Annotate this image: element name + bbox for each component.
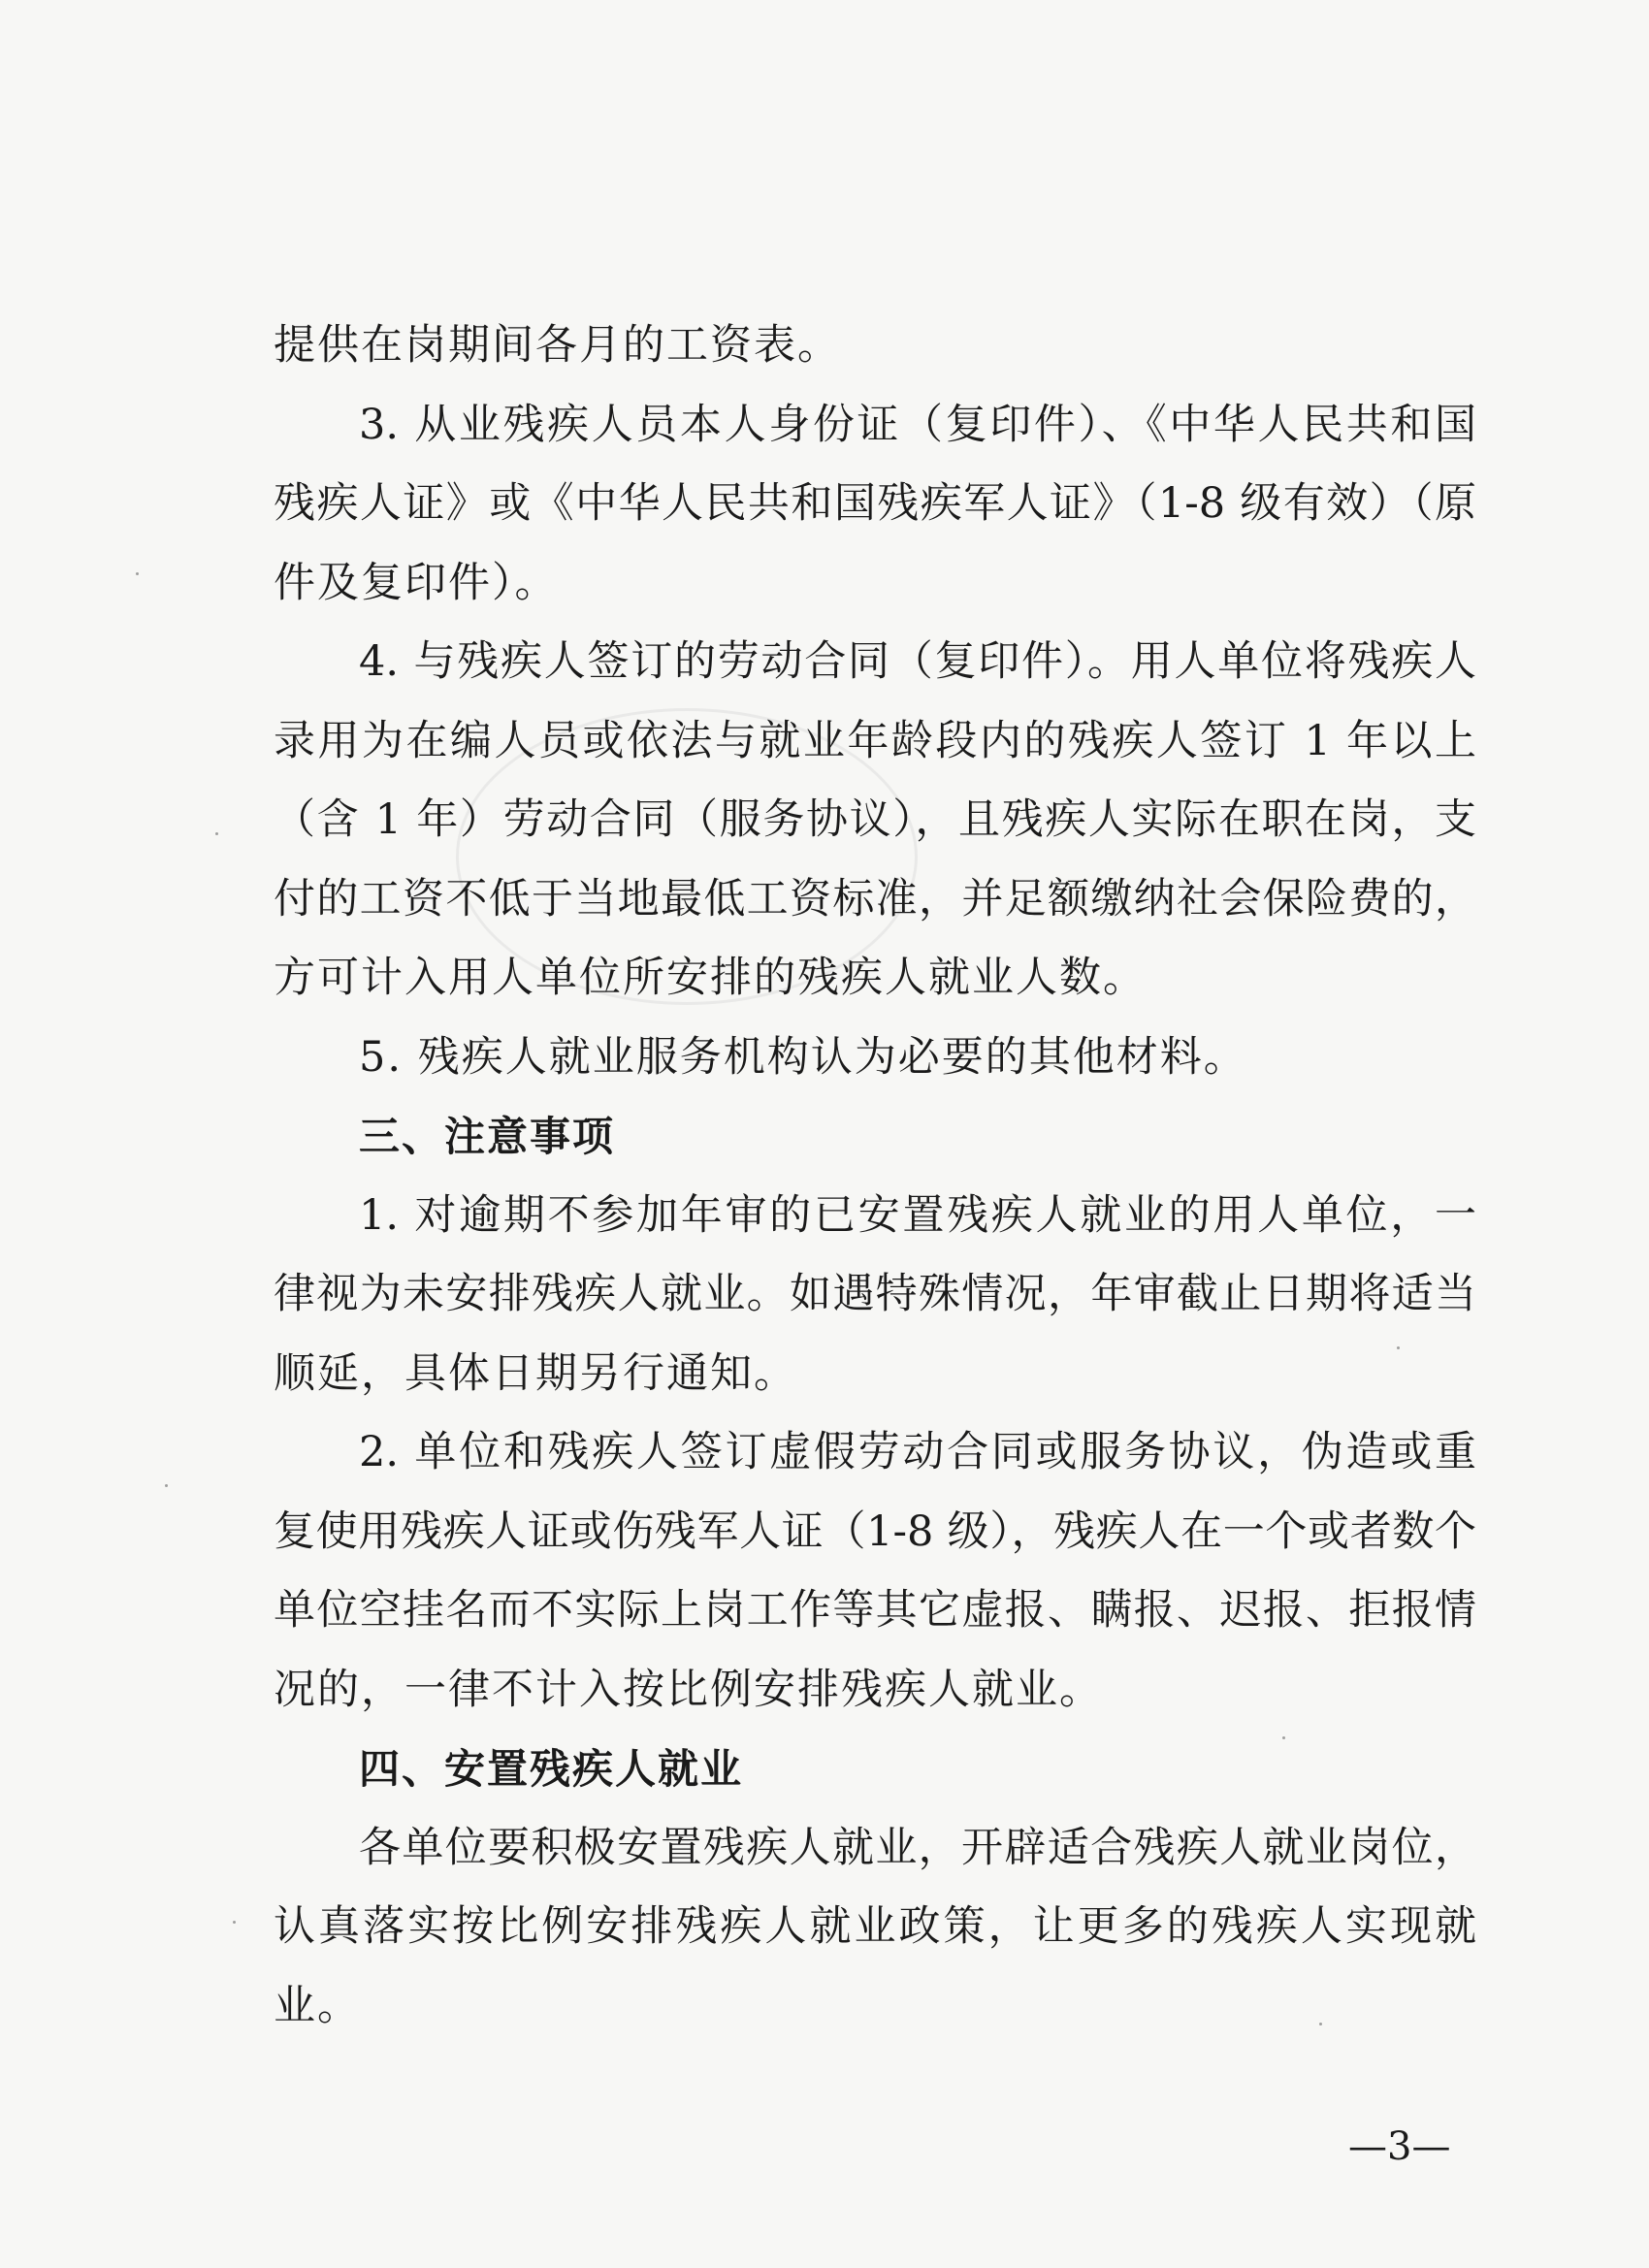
paragraph-line: 复使用残疾人证或伤残军人证（1-8 级），残疾人在一个或者数个	[274, 1507, 1476, 1556]
paragraph-line: 认真落实按比例安排残疾人就业政策，让更多的残疾人实现就	[274, 1902, 1476, 1951]
section-heading: 四、安置残疾人就业	[359, 1745, 744, 1793]
paragraph-line: 付的工资不低于当地最低工资标准，并足额缴纳社会保险费的，	[274, 874, 1476, 923]
paragraph-line: 1. 对逾期不参加年审的已安置残疾人就业的用人单位，一	[359, 1190, 1476, 1240]
paragraph-line: 各单位要积极安置残疾人就业，开辟适合残疾人就业岗位，	[359, 1823, 1476, 1872]
paragraph-line: （含 1 年）劳动合同（服务协议），且残疾人实际在职在岗，支	[274, 795, 1476, 844]
paragraph-line: 4. 与残疾人签订的劳动合同（复印件）。用人单位将残疾人	[359, 637, 1476, 686]
scan-speck	[233, 1921, 236, 1924]
paragraph-line: 件及复印件）。	[274, 558, 559, 607]
body-text	[274, 307, 1476, 2046]
page-number: —3—	[1348, 2124, 1451, 2169]
paragraph-line: 业。	[274, 1981, 361, 2030]
paragraph-line: 3. 从业残疾人员本人身份证（复印件）、《中华人民共和国	[359, 400, 1476, 449]
paragraph-line: 律视为未安排残疾人就业。如遇特殊情况，年审截止日期将适当	[274, 1270, 1476, 1318]
paragraph-line: 2. 单位和残疾人签订虚假劳动合同或服务协议，伪造或重	[359, 1428, 1476, 1476]
paragraph-line: 顺延，具体日期另行通知。	[274, 1348, 797, 1398]
paragraph-line: 提供在岗期间各月的工资表。	[274, 321, 841, 370]
paragraph-line: 况的，一律不计入按比例安排残疾人就业。	[274, 1665, 1103, 1714]
paragraph-line: 5. 残疾人就业服务机构认为必要的其他材料。	[359, 1032, 1247, 1082]
scan-speck	[136, 572, 139, 575]
scan-speck	[165, 1484, 168, 1487]
scan-speck	[215, 832, 218, 835]
paragraph-line: 残疾人证》或《中华人民共和国残疾军人证》（1-8 级有效）（原	[274, 479, 1476, 528]
paragraph-line: 单位空挂名而不实际上岗工作等其它虚报、瞒报、迟报、拒报情	[274, 1586, 1476, 1635]
section-heading: 三、注意事项	[359, 1113, 616, 1160]
paragraph-line: 方可计入用人单位所安排的残疾人就业人数。	[274, 954, 1147, 1002]
paragraph-line: 录用为在编人员或依法与就业年龄段内的残疾人签订 1 年以上	[274, 716, 1476, 765]
